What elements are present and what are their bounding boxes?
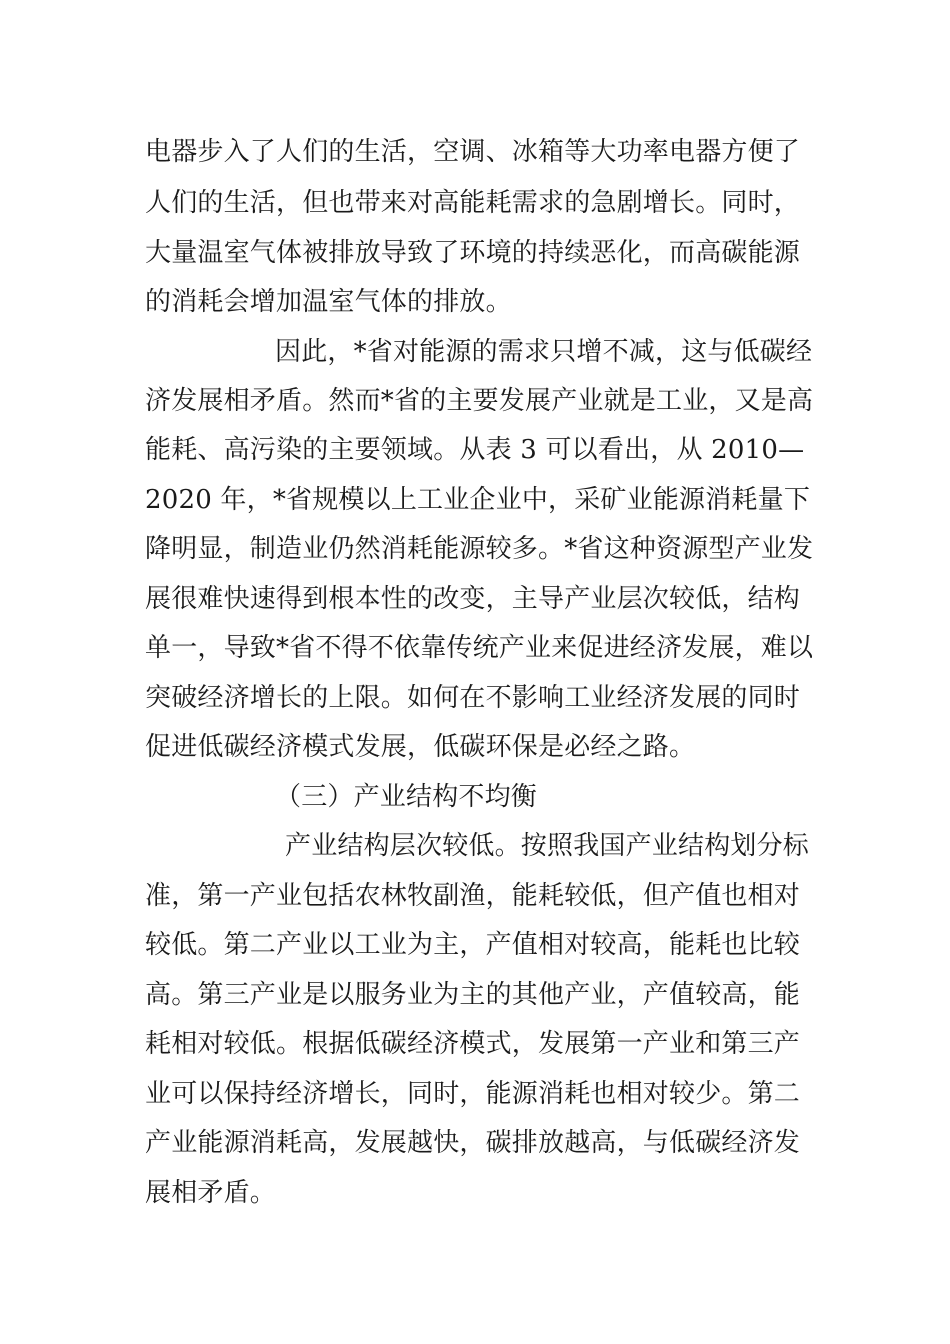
paragraph-line: 突破经济增长的上限。如何在不影响工业经济发展的同时 xyxy=(145,683,801,713)
paragraph-line: 能耗、高污染的主要领域。从表 3 可以看出，从 2010— xyxy=(145,435,805,465)
paragraph-line: 高。第三产业是以服务业为主的其他产业，产值较高，能 xyxy=(145,980,801,1010)
paragraph-line: 的消耗会增加温室气体的排放。 xyxy=(145,287,512,317)
paragraph-line: 产业结构层次较低。按照我国产业结构划分标 xyxy=(285,831,810,861)
paragraph-line: 大量温室气体被排放导致了环境的持续恶化，而高碳能源 xyxy=(145,238,801,268)
paragraph-line: 单一，导致*省不得不依靠传统产业来促进经济发展，难以 xyxy=(145,633,814,663)
paragraph-line: 准，第一产业包括农林牧副渔，能耗较低，但产值也相对 xyxy=(145,881,801,911)
paragraph-line: 展很难快速得到根本性的改变，主导产业层次较低，结构 xyxy=(145,584,801,614)
section-heading: （三）产业结构不均衡 xyxy=(275,782,538,812)
paragraph-line: 促进低碳经济模式发展，低碳环保是必经之路。 xyxy=(145,732,696,762)
paragraph-line: 耗相对较低。根据低碳经济模式，发展第一产业和第三产 xyxy=(145,1029,801,1059)
paragraph-line: 电器步入了人们的生活，空调、冰箱等大功率电器方便了 xyxy=(145,137,801,167)
paragraph-line: 2020 年，*省规模以上工业企业中，采矿业能源消耗量下 xyxy=(145,485,811,515)
paragraph-line: 人们的生活，但也带来对高能耗需求的急剧增长。同时， xyxy=(145,188,801,218)
paragraph-line: 济发展相矛盾。然而*省的主要发展产业就是工业，又是高 xyxy=(145,386,814,416)
paragraph-line: 展相矛盾。 xyxy=(145,1178,277,1208)
paragraph-line: 降明显，制造业仍然消耗能源较多。*省这种资源型产业发 xyxy=(145,534,814,564)
paragraph-line: 业可以保持经济增长，同时，能源消耗也相对较少。第二 xyxy=(145,1079,801,1109)
paragraph-line: 因此，*省对能源的需求只增不减，这与低碳经 xyxy=(275,337,813,367)
paragraph-line: 产业能源消耗高，发展越快，碳排放越高，与低碳经济发 xyxy=(145,1128,801,1158)
paragraph-line: 较低。第二产业以工业为主，产值相对较高，能耗也比较 xyxy=(145,930,801,960)
